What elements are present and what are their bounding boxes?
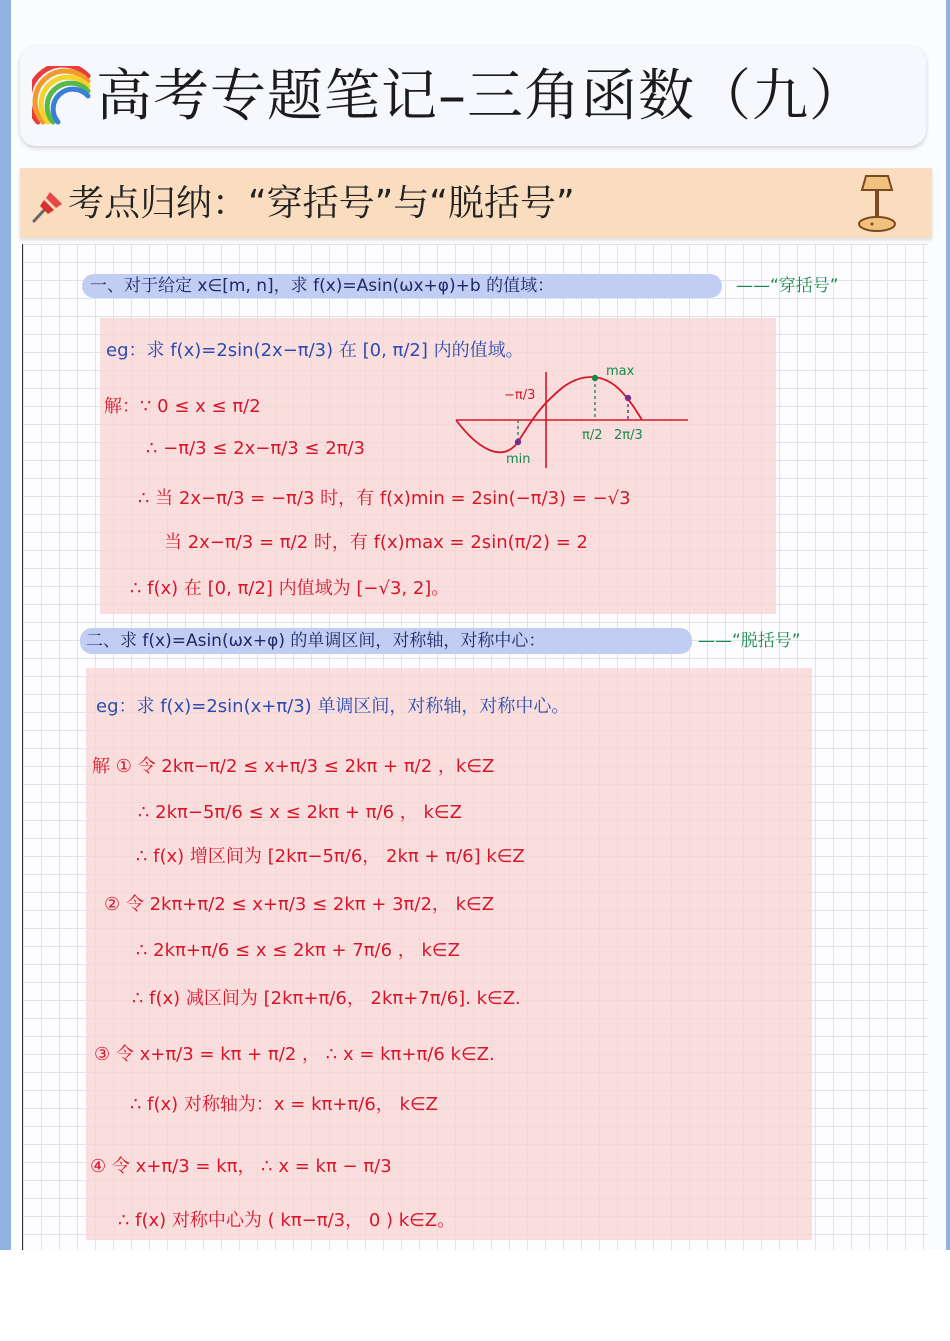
part1-line-3: ∴ 当 2x−π/3 = −π/3 时，有 f(x)min = 2sin(−π/3) = −√3 [138, 488, 631, 509]
end-point [625, 395, 631, 401]
part2-line-9: ④ 令 x+π/3 = kπ， ∴ x = kπ − π/3 [90, 1156, 392, 1177]
graph-neg-pi3-label: −π/3 [504, 388, 536, 403]
part2-line-3: ∴ f(x) 增区间为 [2kπ−5π/6， 2kπ + π/6] k∈Z [136, 846, 525, 867]
max-point [592, 375, 598, 381]
part2-line-7: ③ 令 x+π/3 = kπ + π/2 ， ∴ x = kπ+π/6 k∈Z. [94, 1044, 495, 1065]
min-point [515, 439, 521, 445]
page-title: 高考专题笔记–三角函数（九） [96, 64, 866, 129]
pushpin-icon [30, 188, 66, 224]
graph-2pi3-label: 2π/3 [614, 428, 643, 443]
part2-line-1: 解 ① 令 2kπ−π/2 ≤ x+π/3 ≤ 2kπ + π/2 ，k∈Z [92, 756, 495, 777]
part2-example: eg：求 f(x)=2sin(x+π/3) 单调区间，对称轴，对称中心。 [96, 696, 570, 717]
part2-line-8: ∴ f(x) 对称轴为：x = kπ+π/6， k∈Z [130, 1094, 438, 1115]
part2-line-10: ∴ f(x) 对称中心为 ( kπ−π/3， 0 ) k∈Z。 [118, 1210, 456, 1231]
page-right-border [946, 0, 950, 1250]
part2-line-5: ∴ 2kπ+π/6 ≤ x ≤ 2kπ + 7π/6 ， k∈Z [136, 940, 460, 961]
banner-title: 考点归纳：“穿括号”与“脱括号” [68, 183, 575, 224]
graph-pi2-label: π/2 [582, 428, 603, 443]
page-left-border [0, 0, 11, 1250]
desk-lamp-icon [848, 172, 904, 234]
sine-graph [452, 368, 692, 472]
part2-note: ——“脱括号” [698, 631, 801, 651]
graph-min-label: min [506, 452, 531, 467]
part2-line-2: ∴ 2kπ−5π/6 ≤ x ≤ 2kπ + π/6 ， k∈Z [138, 802, 462, 823]
part1-line-5: ∴ f(x) 在 [0, π/2] 内值域为 [−√3, 2]。 [130, 578, 450, 599]
part1-note: ——“穿括号” [736, 276, 839, 296]
part1-line-4: 当 2x−π/3 = π/2 时，有 f(x)max = 2sin(π/2) = 2 [164, 532, 588, 553]
part1-example: eg：求 f(x)=2sin(2x−π/3) 在 [0, π/2] 内的值域。 [106, 340, 524, 361]
part2-heading: 二、求 f(x)=Asin(ωx+φ) 的单调区间，对称轴，对称中心： [86, 631, 546, 651]
part1-heading: 一、对于给定 x∈[m, n]，求 f(x)=Asin(ωx+φ)+b 的值域： [90, 276, 555, 296]
part1-line-2: ∴ −π/3 ≤ 2x−π/3 ≤ 2π/3 [146, 438, 366, 459]
part2-line-4: ② 令 2kπ+π/2 ≤ x+π/3 ≤ 2kπ + 3π/2， k∈Z [104, 894, 495, 915]
rainbow-icon [32, 66, 92, 126]
graph-max-label: max [606, 364, 635, 379]
part2-line-6: ∴ f(x) 减区间为 [2kπ+π/6， 2kπ+7π/6]. k∈Z. [132, 988, 521, 1009]
part1-line-1: 解：∵ 0 ≤ x ≤ π/2 [104, 396, 261, 417]
